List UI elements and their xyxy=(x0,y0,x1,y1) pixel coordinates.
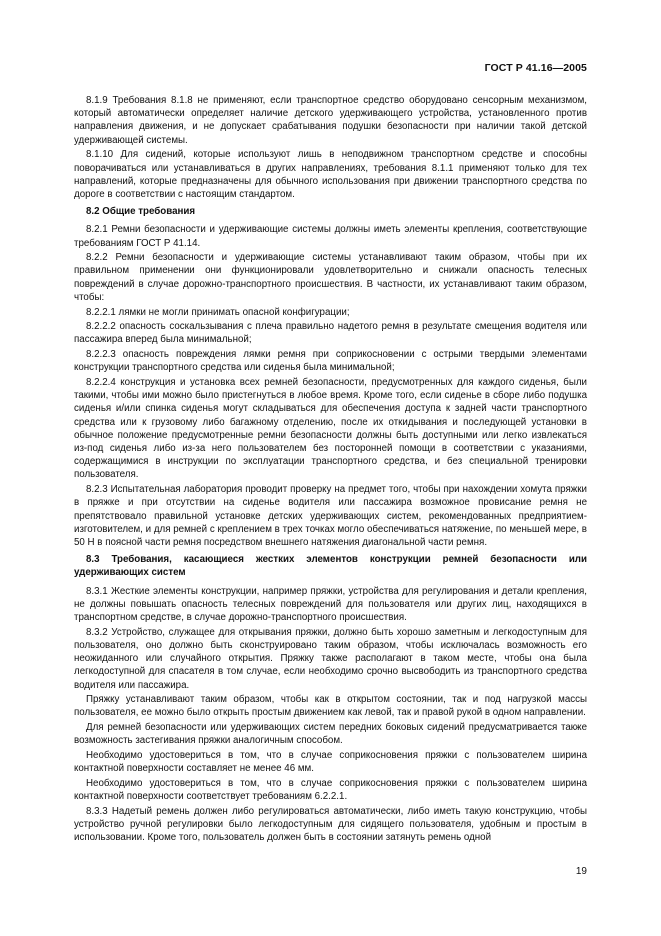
paragraph-front-seats: Для ремней безопасности или удерживающих систем передних боковых сидений предусматривается также возможность застегивания пряжки аналогичным способом. xyxy=(74,722,587,747)
paragraph-8-2-3: 8.2.3 Испытательная лаборатория проводит проверку на предмет того, чтобы при нахождении хомута пряжки в пряжке и при отсутствии на сиденье водителя или пассажира возможное провисание ремня не препятствовало правильной установке детских удерживающих систем, рекомендованных предприятием-изготовителем, и для ремней с креплением в трех точках могло обеспечиваться натяжение, по меньшей мере, в 50 Н в поясной части ремня посредством внешнего натяжения диагональной части ремня. xyxy=(74,484,587,548)
paragraph-8-1-10: 8.1.10 Для сидений, которые используют лишь в неподвижном транспортном средстве и способны поворачиваться или устанавливаться в других направлениях, требования 8.1.1 применяют только для тех направлений, которые предназначены для обычного использования при движении транспортного средства по дороге в соответствии с настоящим стандартом. xyxy=(74,149,587,200)
section-heading-8-2: 8.2 Общие требования xyxy=(86,206,196,218)
document-header: ГОСТ Р 41.16—2005 xyxy=(484,62,587,74)
page-body xyxy=(74,94,587,846)
paragraph-buckle-operation: Пряжку устанавливают таким образом, чтобы как в открытом состоянии, так и под нагрузкой массы пользователя, ее можно было открыть простым движением как левой, так и правой рукой в одном направлении. xyxy=(74,694,587,719)
paragraph-8-1-9: 8.1.9 Требования 8.1.8 не применяют, если транспортное средство оборудовано сенсорным механизмом, который автоматически определяет наличие детского удерживающего устройства, установленного против направления движения, и не допускает срабатывания подушки безопасности при наличии такой детской удерживающей системы. xyxy=(74,95,587,146)
paragraph-8-3-3: 8.3.3 Надетый ремень должен либо регулироваться автоматически, либо иметь такую конструкцию, чтобы устройство ручной регулировки было легкодоступным для сидящего пользователя, удобным и простым в использовании. Кроме того, пользователь должен быть в состоянии затянуть ремень одной xyxy=(74,805,587,844)
page-number: 19 xyxy=(575,866,587,877)
paragraph-8-2-2-4: 8.2.2.4 конструкция и установка всех ремней безопасности, предусмотренных для каждого сиденья, были такими, чтобы ими можно было пристегнуться в любое время. Кроме того, если сиденье в сборе либо подушка сиденья и/или спинка сиденья могут складываться для обеспечения доступа к задней части транспортного средства или к грузовому либо багажному отделению, после их откидывания и последующей установки в обычное положение предусмотренные ремни безопасности должны быть доступными или легко извлекаться из-под сиденья либо из-за него пользователем без посторонней помощи в соответствии с указаниями, содержащимися в инструкции по эксплуатации транспортного средства, и без специальной тренировки пользователя. xyxy=(74,377,587,481)
paragraph-8-2-1: 8.2.1 Ремни безопасности и удерживающие системы должны иметь элементы крепления, соответствующие требованиям ГОСТ Р 41.14. xyxy=(74,224,587,249)
paragraph-8-2-2-1: 8.2.2.1 лямки не могли принимать опасной конфигурации; xyxy=(86,306,350,318)
paragraph-8-3-2: 8.3.2 Устройство, служащее для открывания пряжки, должно быть хорошо заметным и легкодоступным для пользователя, оно должно быть сконструировано таким образом, чтобы исключалась возможность его неожиданного или случайного открытия. Пряжку также располагают в таком месте, чтобы она была легкодоступной для спасателя в том случае, если необходимо срочно высвободить из транспортного средства водителя или пассажира. xyxy=(74,626,587,691)
paragraph-8-2-2-2: 8.2.2.2 опасность соскальзывания с плеча правильно надетого ремня в результате смещения водителя или пассажира вперед была минимальной; xyxy=(74,321,587,346)
paragraph-8-3-1: 8.3.1 Жесткие элементы конструкции, например пряжки, устройства для регулирования и детали крепления, не должны повышать опасность телесных повреждений для пользователя или других лиц, находящихся в транспортном средстве, в случае дорожно-транспортного происшествия. xyxy=(74,585,587,624)
paragraph-8-2-2: 8.2.2 Ремни безопасности и удерживающие системы устанавливают таким образом, чтобы при их правильном применении они функционировали удовлетворительно и снижали опасность телесных повреждений в случае дорожно-транспортного происшествия. В частности, их устанавливают таким образом, чтобы: xyxy=(74,252,587,303)
paragraph-contact-width-6-2-2-1: Необходимо удостовериться в том, что в случае соприкосновения пряжки с пользователем ширина контактной поверхности соответствует требованиям 6.2.2.1. xyxy=(74,777,587,803)
paragraph-8-2-2-3: 8.2.2.3 опасность повреждения лямки ремня при соприкосновении с острыми твердыми элементами конструкции транспортного средства или сиденья была минимальной; xyxy=(74,349,587,374)
section-heading-8-3: 8.3 Требования, касающиеся жестких элементов конструкции ремней безопасности или удерживающих систем xyxy=(74,554,587,579)
paragraph-contact-width-46mm: Необходимо удостовериться в том, что в случае соприкосновения пряжки с пользователем ширина контактной поверхности составляет не менее 46 мм. xyxy=(74,750,587,775)
